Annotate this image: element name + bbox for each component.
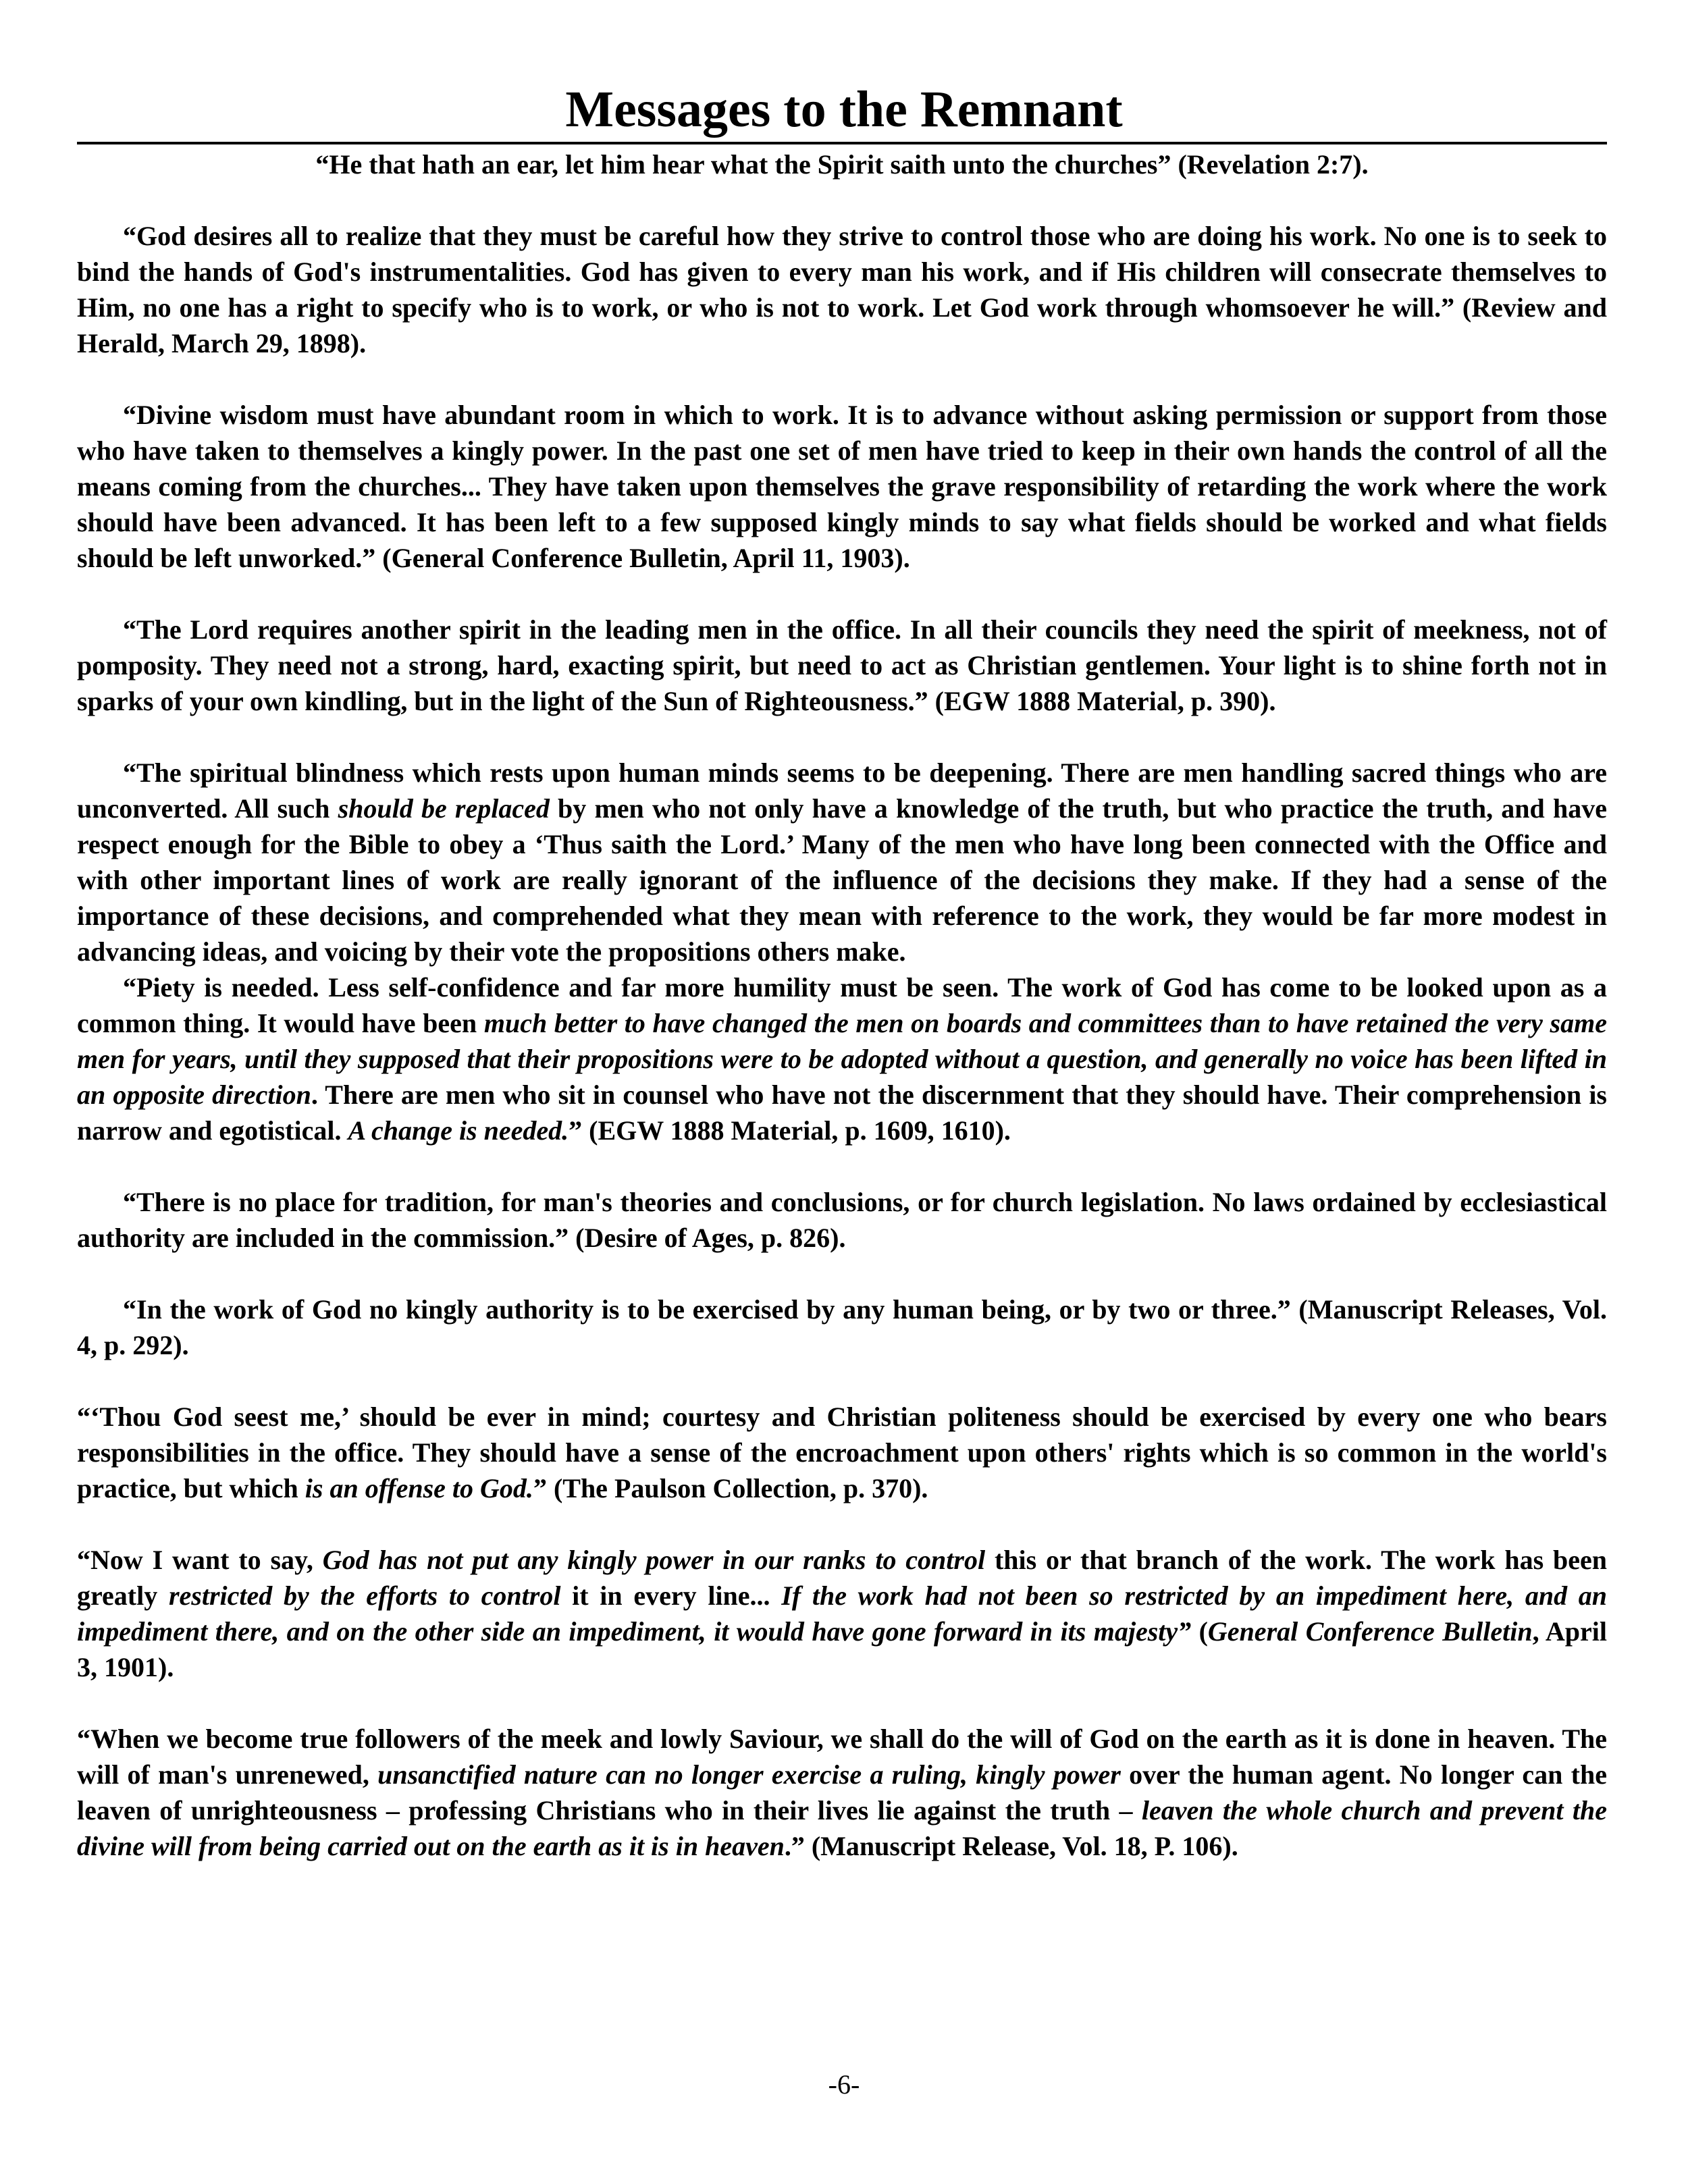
- emphasis-run: leaven the whole church and prevent the divine will from being carried out on the earth as it is in heaven: [77, 1795, 1608, 1861]
- text-run: (: [1191, 1616, 1208, 1647]
- text-run: “‘Thou God seest me,’ should be ever in mind; courtesy and Christian politeness should be exercised by every one who bears responsibilities in the office. They should have a sense of the encroachment upon others' rights which is so common in the world's practice, but which: [77, 1402, 1607, 1503]
- page-number: -6-: [828, 2069, 860, 2100]
- quote-paragraph-10: [77, 1721, 1607, 1864]
- title-rule: [77, 142, 1607, 144]
- quote-paragraph-1: “God desires all to realize that they must be careful how they strive to control those who are doing his work. No one is to seek to bind the hands of God's instrumentalities. God has given to every man his work, and if His children will consecrate themselves to Him, no one has a right to specify who is to work, or who is not to work. Let God work through whomsoever he will.” (Review and Herald, March 29, 1898).: [77, 221, 1607, 358]
- quote-paragraph-8: [77, 1399, 1607, 1506]
- text-run: “The spiritual blindness which rests upon human minds seems to be deepening. There are men handling sacred things who are unconverted. All such: [77, 757, 1607, 824]
- quote-paragraph-3: “The Lord requires another spirit in the leading men in the office. In all their councils they need the spirit of meekness, not of pomposity. They need not a strong, hard, exacting spirit, but need to act as Christian gentlemen. Your light is to shine forth not in sparks of your own kindling, but in the light of the Sun of Righteousness.” (EGW 1888 Material, p. 390).: [77, 614, 1607, 716]
- emphasis-run: A change is needed.: [348, 1115, 569, 1146]
- text-run: “Now I want to say,: [77, 1545, 323, 1575]
- emphasis-run: is an offense to God.: [305, 1473, 533, 1503]
- text-run: by men who not only have a knowledge of the truth, but who practice the truth, and have respect enough for the Bible to obey a ‘Thus saith the Lord.’ Many of the men who have long been connected with the Office and with other important lines of work are really ignorant of the influence of the decisions they make. If they had a sense of the importance of these decisions, and comprehended what they mean with reference to the work, they would be far more modest in advancing ideas, and voicing by their vote the propositions others make.: [77, 793, 1607, 967]
- text-run: .” (Manuscript Release, Vol. 18, P. 106).: [784, 1831, 1238, 1861]
- text-run: , April 3, 1901).: [77, 1616, 1607, 1682]
- text-run: “When we become true followers of the meek and lowly Saviour, we shall do the will of God on the earth as it is done in heaven. The will of man's unrenewed,: [77, 1724, 1607, 1790]
- text-run: ” (EGW 1888 Material, p. 1609, 1610).: [569, 1115, 1011, 1146]
- text-run: it in every line...: [560, 1580, 782, 1611]
- quote-paragraph-9: [77, 1542, 1607, 1685]
- text-run: over the human agent. No longer can the leaven of unrighteousness – professing Christians who in their lives lie against the truth –: [77, 1759, 1607, 1826]
- quote-block-1: [77, 218, 1607, 361]
- quote-paragraph-4: [77, 755, 1607, 969]
- emphasis-run: restricted by the efforts to control: [168, 1580, 561, 1611]
- quote-body: [77, 397, 1607, 1900]
- text-run: ” (The Paulson Collection, p. 370).: [533, 1473, 928, 1503]
- epigraph: “He that hath an ear, let him hear what the Spirit saith unto the churches” (Revelation 2:7).: [315, 149, 1369, 180]
- text-run: . There are men who sit in counsel who have not the discernment that they should have. Their comprehension is narrow and egotistical.: [77, 1080, 1608, 1146]
- quote-paragraph-7: “In the work of God no kingly authority is to be exercised by any human being, or by two or three.” (Manuscript Releases, Vol. 4, p. 292).: [77, 1294, 1607, 1360]
- emphasis-run: should be replaced: [338, 793, 550, 824]
- text-run: this or that branch of the work. The work has been greatly: [77, 1545, 1607, 1611]
- quote-paragraph-6: “There is no place for tradition, for man's theories and conclusions, or for church legislation. No laws ordained by ecclesiastical authority are included in the commission.” (Desire of Ages, p. 826).: [77, 1187, 1607, 1253]
- text-run: “Piety is needed. Less self-confidence and far more humility must be seen. The work of God has come to be looked upon as a common thing. It would have been: [77, 972, 1607, 1038]
- emphasis-run: God has not put any kingly power in our ranks to control: [322, 1545, 986, 1575]
- emphasis-run: If the work had not been so restricted by an impediment here, and an impediment there, and on the other side an impediment, it would have gone forward in its majesty”: [77, 1580, 1608, 1647]
- emphasis-run: General Conference Bulletin: [1207, 1616, 1533, 1647]
- emphasis-run: unsanctified nature can no longer exercise a ruling, kingly power: [377, 1759, 1121, 1790]
- quote-paragraph-5: [77, 969, 1607, 1148]
- page-title: Messages to the Remnant: [565, 81, 1123, 138]
- emphasis-run: much better to have changed the men on boards and committees than to have retained the very same men for years, until they supposed that their propositions were to be adopted without a question, and generally no voice has been lifted in an opposite direction: [77, 1008, 1607, 1110]
- quote-paragraph-2: “Divine wisdom must have abundant room in which to work. It is to advance without asking permission or support from those who have taken to themselves a kingly power. In the past one set of men have tried to keep in their own hands the control of all the means coming from the churches... They have taken upon themselves the grave responsibility of retarding the work where the work should have been advanced. It has been left to a few supposed kingly minds to say what fields should be worked and what fields should be left unworked.” (General Conference Bulletin, April 11, 1903).: [77, 400, 1607, 573]
